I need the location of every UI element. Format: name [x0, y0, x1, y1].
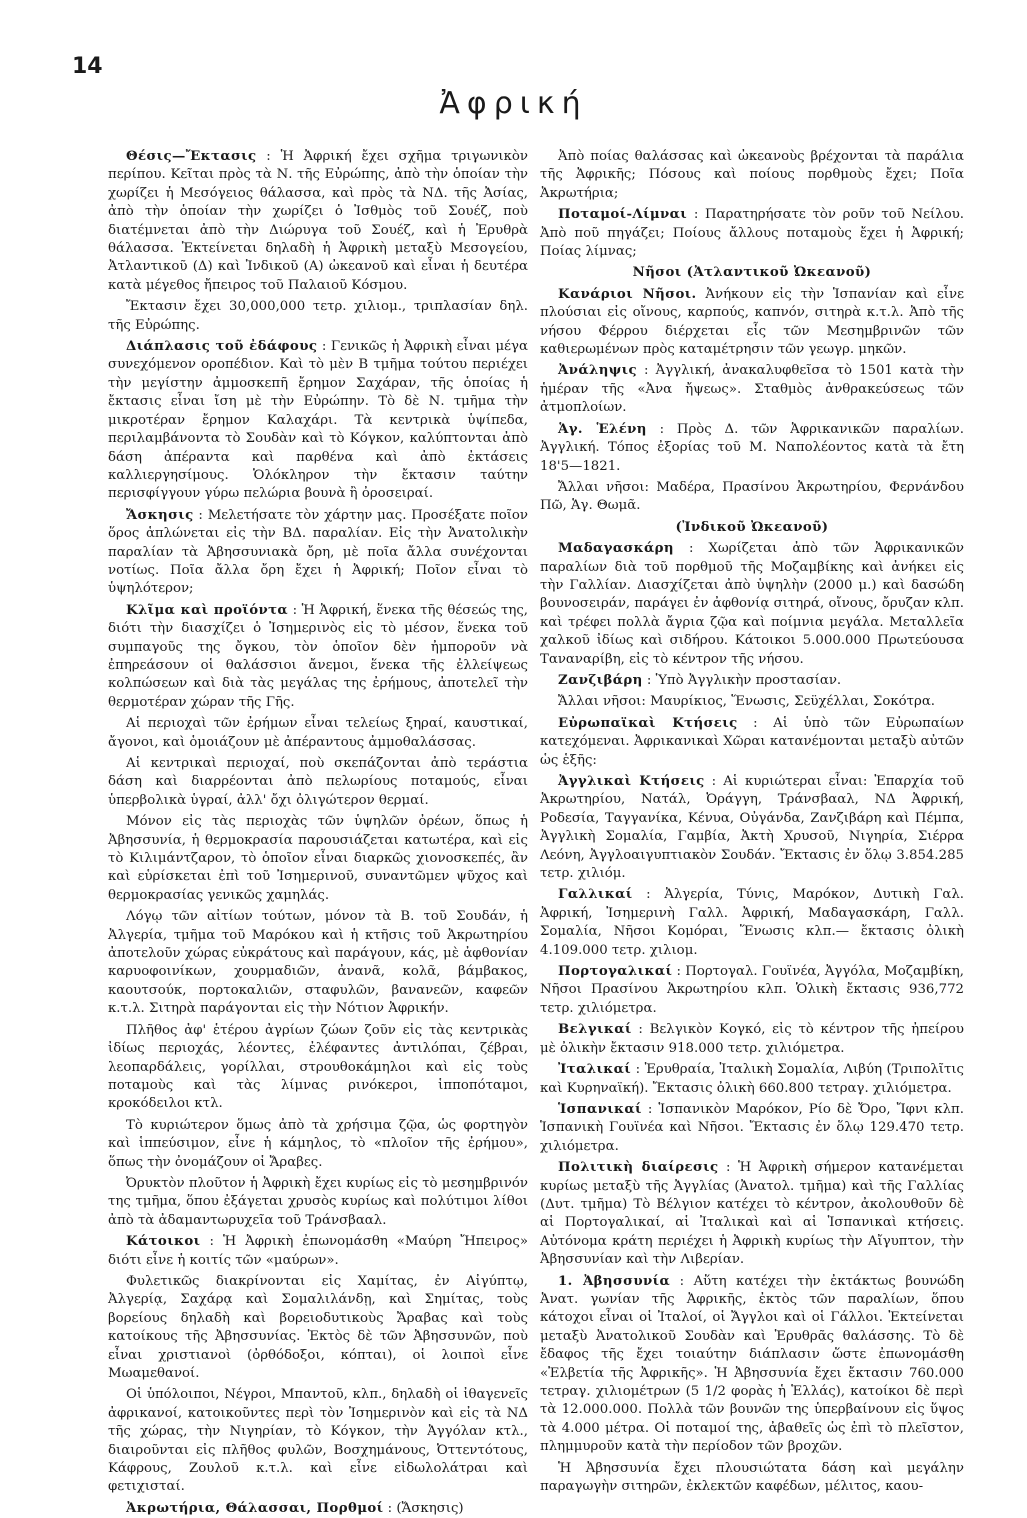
paragraph: Κλῖμα καὶ προϊόντα : Ἡ Ἀφρική, ἕνεκα τῆς θέσεώς της, διότι τὴν διασχίζει ὁ Ἰσημερινὸς εἰς τὸ μέσον, ἕνεκα τοῦ συμπαγοῦς της ὄγκου, τὸν ὁποῖον δὲν ἠμποροῦν νὰ ἐπηρεάσουν οἱ θαλάσσιοι ἄνεμοι, ἕνεκα τῆς ἐλλείψεως κολπώσεων καὶ διὰ τὰς μεγάλας της ἐρήμους, ἀποτελεῖ τὴν θερμοτέραν χώραν τῆς Γῆς.: [108, 602, 529, 710]
section-heading: Κάτοικοι: [126, 1234, 201, 1250]
left-column: [108, 148, 529, 1516]
paragraph-text: Παρατηρήσατε τὸν ροῦν τοῦ Νείλου. Ἀπὸ ποῦ πηγάζει; Ποίους ἄλλους ποταμοὺς ἔχει ἡ Ἀφρική; Ποίας λίμνας;: [540, 207, 965, 260]
paragraph-text: Οἱ ὑπόλοιποι, Νέγροι, Μπαντοῦ, κλπ., δηλαδὴ οἱ ἰθαγενεῖς ἀφρικανοί, κατοικοῦντες περὶ τὸν Ἰσημερινὸν καὶ εἰς τὰ ΝΔ τῆς χώρας, τὴν Νιγηρίαν, τὸ Κόγκον, τὴν Ἀγγόλαν κτλ., διαιροῦνται εἰς πλῆθος φυλῶν, Βοσχημάνους, Ὀττεντότους, Κάφρους, Ζουλοῦ κ.τ.λ. καὶ εἶνε εἰδωλολάτραι καὶ φετιχισταί.: [108, 1387, 528, 1495]
section-heading: Ἀνάληψις: [558, 363, 638, 379]
paragraph-text: Πλῆθος ἀφ' ἑτέρου ἀγρίων ζώων ζοῦν εἰς τὰς κεντρικὰς ἰδίως περιοχάς, λέοντες, ἐλέφαντες ἀντιλόπαι, ζέβραι, λεοπαρδάλεις, γορίλλαι, στρουθοκάμηλοι καὶ εἰς τοὺς ποταμοὺς καὶ τὰς λίμνας ρινόκεροι, ἱπποπόταμοι, κροκόδειλοι κτλ.: [108, 1022, 528, 1112]
section-heading: Μαδαγασκάρη: [558, 541, 674, 557]
section-heading: Βελγικαί: [558, 1022, 632, 1038]
paragraph: Πολιτικὴ διαίρεσις : Ἡ Ἀφρικὴ σήμερον κατανέμεται κυρίως μεταξὺ τῆς Ἀγγλίας (Ἀνατολ. τμῆμα) καὶ τῆς Γαλλίας (Δυτ. τμῆμα) Τὸ Βέλγιον κατέχει τὸ κέντρον, ἀκολουθοῦν δὲ αἱ Πορτογαλικαί, αἱ Ἰταλικαὶ καὶ αἱ Ἱσπανικαὶ κτήσεις. Αὐτόνομα κράτη περιέχει ἡ Ἀφρικὴ κυρίως τὴν Αἴγυπτον, τὴν Ἀβησσυνίαν καὶ τὴν Λιβερίαν.: [540, 1160, 964, 1268]
section-heading: Ζανζιβάρη: [558, 672, 643, 688]
paragraph: [108, 1273, 528, 1383]
paragraph-text: Πορτογαλ. Γουϊνέα, Ἀγγόλα, Μοζαμβίκη, Νῆσοι Πρασίνου Ἀκρωτηρίου κλπ. Ὁλικὴ ἔκτασις 936,772 τετρ. χιλιόμετρα.: [540, 964, 964, 1016]
paragraph-text: Χωρίζεται ἀπὸ τῶν Ἀφρικανικῶν παραλίων διὰ τοῦ πορθμοῦ τῆς Μοζαμβίκης καὶ ἀνήκει εἰς τὴν Γαλλίαν. Διασχίζεται ἀπὸ ὑψηλὴν (2000 μ.) καὶ δασώδη βουνοσειράν, παράγει ἐν ἀφθονίᾳ σιτηρά, οἴνους, ὄρυζαν κλπ. καὶ τρέφει πολλὰ ἄγρια ζῷα καὶ ποίμνια μεγάλα. Μεταλλεῖα χαλκοῦ ἰδίως καὶ σιδήρου. Κάτοικοι 5.000.000 Πρωτεύουσα Ταναναρίβη, εἰς τὸ κέντρον τῆς νήσου.: [540, 541, 964, 667]
paragraph-text: Ἄλλαι νῆσοι: Μαυρίκιος, Ἕνωσις, Σεϋχέλλαι, Σοκότρα.: [558, 694, 936, 710]
page-number: 14: [72, 54, 103, 79]
paragraph-text: Ἀνήκουν εἰς τὴν Ἱσπανίαν καὶ εἶνε πλούσιαι εἰς οἴνους, καρπούς, καπνόν, σιτηρὰ κ.τ.λ. Ἀπὸ τῆς νήσου Φέρρου διέρχεται εἷς τῶν Μεσημβρινῶν τῶν καθιερωμένων πρὸς καταμέτρησιν τῶν γεωγρ. μηκῶν.: [540, 286, 964, 358]
paragraph: Θέσις—Ἔκτασις : Ἡ Ἀφρική ἔχει σχῆμα τριγωνικὸν περίπου. Κεῖται πρὸς τὰ Ν. τῆς Εὐρώπης, ἀπὸ τὴν ὁποίαν τὴν χωρίζει ἡ Μεσόγειος θάλασσα, καὶ πρὸς τὰ ΝΔ. τῆς Ἀσίας, ἀπὸ τὴν ὁποίαν τὴν χωρίζει ὁ Ἰσθμὸς τοῦ Σουέζ, ποὺ διατέμνεται ἀπὸ τὴν Διώρυγα τοῦ Σουέζ, καὶ ἡ Ἐρυθρὰ θάλασσα. Ἐκτείνεται δηλαδὴ ἡ Ἀφρικὴ μεταξὺ Μεσογείου, Ἀτλαντικοῦ (Δ) καὶ Ἰνδικοῦ (Α) ὠκεανοῦ καὶ εἶναι ἡ δευτέρα κατὰ μέγεθος ἤπειρος τοῦ Παλαιοῦ Κόσμου.: [108, 149, 528, 293]
paragraph-text: Αἱ κεντρικαὶ περιοχαί, ποὺ σκεπάζονται ἀπὸ τεράστια δάση καὶ διαρρέονται ἀπὸ πελωρίους ποταμούς, εἶναι ὑπερβολικὰ ὑγραί, ἀλλ' ὄχι ὀλιγώτερον θερμαί.: [108, 756, 528, 808]
paragraph-text: Τὸ κυριώτερον ὅμως ἀπὸ τὰ χρήσιμα ζῷα, ὡς φορτηγὸν καὶ ἱππεύσιμον, εἶνε ἡ κάμηλος, τὸ «πλοῖον τῆς ἐρήμου», ὅπως τὴν ὀνομάζουν οἱ Ἄραβες.: [108, 1117, 528, 1170]
section-heading: Κανάριοι Νῆσοι.: [558, 286, 697, 302]
paragraph-text: (Ἄσκησις): [396, 1500, 464, 1516]
paragraph: [108, 908, 528, 1018]
section-heading: Κλῖμα καὶ προϊόντα: [126, 602, 289, 618]
paragraph: Βελγικαί : Βελγικὸν Κογκό, εἰς τὸ κέντρον τῆς ἠπείρου μὲ ὀλικὴν ἔκτασιν 918.000 τετρ. χιλιόμετρα.: [540, 1022, 965, 1056]
paragraph-text: Ἡ Ἀφρικὴ ἐπωνομάσθη «Μαύρη Ἤπειρος» διότι εἶνε ἡ κοιτίς τῶν «μαύρων».: [108, 1234, 528, 1268]
section-heading: Ἁγ. Ἑλένη: [558, 421, 647, 437]
paragraph-text: Αἱ κυριώτεραι εἶναι: Ἐπαρχία τοῦ Ἀκρωτηρίου, Νατάλ, Ὀράγγη, Τράνσβααλ, ΝΔ Ἀφρική, Ροδεσία, Ταγγανίκα, Κένυα, Οὐγάνδα, Ζανζιβάρη καὶ Πέμπα, Ἀγγλικὴ Σομαλία, Γαμβία, Ἀκτὴ Χρυσοῦ, Νιγηρία, Σιέρρα Λεόνη, Ἀγγλοαιγυπτιακὸν Σουδάν. Ἔκτασις ἐν ὅλῳ 3.854.285 τετρ. χιλιόμ.: [540, 774, 964, 882]
section-heading: Νῆσοι (Ἀτλαντικοῦ Ὠκεανοῦ): [632, 265, 872, 281]
paragraph-text: Ἀλγερία, Τύνις, Μαρόκον, Δυτικὴ Γαλ. Ἀφρική, Ἰσημερινὴ Γαλλ. Ἀφρική, Μαδαγασκάρη, Γαλλ. Σομαλία, Νῆσοι Κομόραι, Ἕνωσις κλπ.— ἔκτασις ὀλικὴ 4.109.000 τετρ. χιλιομ.: [540, 887, 964, 958]
paragraph: Ἱσπανικαί : Ἱσπανικὸν Μαρόκον, Ρίο δὲ Ὄρο, Ἴφνι κλπ. Ἱσπανικὴ Γουϊνέα καὶ Νῆσοι. Ἔκτασις ἐν ὅλῳ 129.470 τετρ. χιλιόμετρα.: [540, 1101, 964, 1154]
paragraph-text: Αὕτη κατέχει τὴν ἐκτάκτως βουνώδη Ἀνατ. γωνίαν τῆς Ἀφρικῆς, ἐκτὸς τῶν παραλίων, ὅπου κάτοχοι εἶναι οἱ Ἰταλοί, οἱ Ἄγγλοι καὶ οἱ Γάλλοι. Ἐκτείνεται μεταξὺ Ἀνατολικοῦ Σουδὰν καὶ Ἐρυθρᾶς θαλάσσης. Τὸ δὲ ἔδαφος τῆς ἔχει τοιαύτην διάπλασιν ὥστε ἐπωνομάσθη «Ἐλβετία τῆς Ἀφρικῆς». Ἡ Ἀβησσυνία ἔχει ἔκτασιν 760.000 τετραγ. χιλιομέτρων (5 1/2 φορὰς ἡ Ἑλλάς), κατοίκοι δὲ περὶ τὰ 12.000.000. Πολλὰ τῶν βουνῶν της ὑπερβαίνουν εἰς ὕψος τὰ 4.000 μέτρα. Οἱ ποταμοί της, ἀβαθεῖς ὡς ἐπὶ τὸ πλεῖστον, πλημμυροῦν κατὰ τὴν περίοδον τῶν βροχῶν.: [540, 1273, 964, 1455]
paragraph: Μαδαγασκάρη : Χωρίζεται ἀπὸ τῶν Ἀφρικανικῶν παραλίων διὰ τοῦ πορθμοῦ τῆς Μοζαμβίκης καὶ ἀνήκει εἰς τὴν Γαλλίαν. Διασχίζεται ἀπὸ ὑψηλὴν (2000 μ.) καὶ δασώδη βουνοσειράν, παράγει ἐν ἀφθονίᾳ σιτηρά, οἴνους, ὄρυζαν κλπ. καὶ τρέφει πολλὰ ἄγρια ζῷα καὶ ποίμνια μεγάλα. Μεταλλεῖα χαλκοῦ ἰδίως καὶ σιδήρου. Κάτοικοι 5.000.000 Πρωτεύουσα Ταναναρίβη, εἰς τὸ κέντρον τῆς νήσου.: [540, 541, 964, 667]
paragraph-text: Αἱ περιοχαὶ τῶν ἐρήμων εἶναι τελείως ξηραί, καυστικαί, ἄγονοι, καὶ ὁμοιάζουν μὲ ἀπέραντους ἀμμοθαλάσσας.: [108, 716, 528, 750]
paragraph: [108, 1175, 528, 1230]
paragraph-text: Μελετήσατε τὸν χάρτην μας. Προσέξατε ποῖον ὅρος ἁπλώνεται εἰς τὴν ΒΔ. παραλίαν. Εἰς τὴν Ἀνατολικὴν παραλίαν τὰ Ἀβησσυνιακὰ ὄρη, μὲ ποῖα ἄλλα συνέχονται νοτίως. Ποῖα ἄλλα ὄρη ἔχει ἡ Ἀφρική; Ποῖον εἶναι τὸ ὑψηλότερον;: [108, 507, 528, 597]
section-heading: 1. Ἀβησσυνία: [558, 1273, 671, 1289]
paragraph-text: Λόγῳ τῶν αἰτίων τούτων, μόνον τὰ Β. τοῦ Σουδάν, ἡ Ἀλγερία, τμῆμα τοῦ Μαρόκου καὶ ἡ κτῆσις τοῦ Ἀκρωτηρίου ἀποτελοῦν χώρας εὐκράτους καὶ παράγουν, κάς, μὲ ἀφθονίαν καρυοφοινίκων, χουρμαδιῶν, ἀνανᾶ, κολᾶ, βάμβακος, καουτσούκ, πορτοκαλιῶν, σταφυλῶν, βανανεῶν, καφεῶν κ.τ.λ. Σιτηρὰ παράγονται εἰς τὴν Νότιον Ἀφρικήν.: [108, 909, 528, 1017]
paragraph: 1. Ἀβησσυνία : Αὕτη κατέχει τὴν ἐκτάκτως βουνώδη Ἀνατ. γωνίαν τῆς Ἀφρικῆς, ἐκτὸς τῶν παραλίων, ὅπου κάτοχοι εἶναι οἱ Ἰταλοί, οἱ Ἄγγλοι καὶ οἱ Γάλλοι. Ἐκτείνεται μεταξὺ Ἀνατολικοῦ Σουδὰν καὶ Ἐρυθρᾶς θαλάσσης. Τὸ δὲ ἔδαφος τῆς ἔχει τοιαύτην διάπλασιν ὥστε ἐπωνομάσθη «Ἐλβετία τῆς Ἀφρικῆς». Ἡ Ἀβησσυνία ἔχει ἔκτασιν 760.000 τετραγ. χιλιομέτρων (5 1/2 φορὰς ἡ Ἑλλάς), κατοίκοι δὲ περὶ τὰ 12.000.000. Πολλὰ τῶν βουνῶν της ὑπερβαίνουν εἰς ὕψος τὰ 4.000 μέτρα. Οἱ ποταμοί της, ἀβαθεῖς ὡς ἐπὶ τὸ πλεῖστον, πλημμυροῦν κατὰ τὴν περίοδον τῶν βροχῶν.: [540, 1273, 964, 1455]
paragraph: Εὐρωπαϊκαὶ Κτήσεις : Αἱ ὑπὸ τῶν Εὐρωπαίων κατεχόμεναι. Ἀφρικανικαὶ Χῶραι κατανέμονται μεταξὺ αὐτῶν ὡς ἑξῆς:: [540, 715, 964, 768]
paragraph: [540, 519, 964, 537]
paragraph-text: Ἡ Ἀφρική ἔχει σχῆμα τριγωνικὸν περίπου. Κεῖται πρὸς τὰ Ν. τῆς Εὐρώπης, ἀπὸ τὴν ὁποίαν τὴν χωρίζει ἡ Μεσόγειος θάλασσα, καὶ πρὸς τὰ ΝΔ. τῆς Ἀσίας, ἀπὸ τὴν ὁποίαν τὴν χωρίζει ὁ Ἰσθμὸς τοῦ Σουέζ, ποὺ διατέμνεται ἀπὸ τὴν Διώρυγα τοῦ Σουέζ, καὶ ἡ Ἐρυθρὰ θάλασσα. Ἐκτείνεται δηλαδὴ ἡ Ἀφρικὴ μεταξὺ Μεσογείου, Ἀτλαντικοῦ (Δ) καὶ Ἰνδικοῦ (Α) ὠκεανοῦ καὶ εἶναι ἡ δευτέρα κατὰ μέγεθος ἤπειρος τοῦ Παλαιοῦ Κόσμου.: [108, 149, 528, 293]
paragraph: [108, 755, 528, 810]
paragraph-text: Ἀγγλική, ἀνακαλυφθεῖσα τὸ 1501 κατὰ τὴν ἡμέραν τῆς «Ἀνα ἤψεως». Σταθμὸς ἀνθρακεύσεως τῶν ἀτμοπλοίων.: [540, 363, 965, 416]
paragraph: [108, 1117, 528, 1172]
paragraph: Κάτοικοι : Ἡ Ἀφρικὴ ἐπωνομάσθη «Μαύρη Ἤπειρος» διότι εἶνε ἡ κοιτίς τῶν «μαύρων».: [108, 1234, 528, 1268]
paragraph: [540, 1460, 964, 1497]
paragraph-text: Ὀρυκτὸν πλοῦτον ἡ Ἀφρικὴ ἔχει κυρίως εἰς τὸ μεσημβρινόν της τμῆμα, ὅπου ἐξάγεται χρυσὸς κυρίως καὶ πολύτιμοι λίθοι ἀπὸ τὰ ἀδαμαντωρυχεῖα τοῦ Τράνσβααλ.: [108, 1175, 528, 1228]
paragraph-text: Ἡ Ἀφρική, ἕνεκα τῆς θέσεώς της, διότι τὴν διασχίζει ὁ Ἰσημερινὸς εἰς τὸ μέσον, ἕνεκα τοῦ συμπαγοῦς της ὄγκου, τὸν ὁποῖον δὲν ἠμποροῦν νὰ ἐπηρεάσουν οἱ θαλάσσιοι ἄνεμοι, ἕνεκα τῆς ἐλλείψεως κολπώσεων καὶ διὰ τὰς μεγάλας της ἐρήμους, ἀποτελεῖ τὴν θερμοτέραν χώραν τῆς Γῆς.: [108, 602, 529, 710]
paragraph: Γαλλικαί : Ἀλγερία, Τύνις, Μαρόκον, Δυτικὴ Γαλ. Ἀφρική, Ἰσημερινὴ Γαλλ. Ἀφρική, Μαδαγασκάρη, Γαλλ. Σομαλία, Νῆσοι Κομόραι, Ἕνωσις κλπ.— ἔκτασις ὀλικὴ 4.109.000 τετρ. χιλιομ.: [540, 887, 964, 958]
section-heading: Γαλλικαί: [558, 887, 633, 903]
paragraph-text: Φυλετικῶς διακρίνονται εἰς Χαμίτας, ἐν Αἰγύπτῳ, Ἀλγερίᾳ, Σαχάρᾳ καὶ Σομαλιλάνδῃ, καὶ Σημίτας, τοὺς βορείους δηλαδὴ καὶ βορειοδυτικοὺς Ἄραβας καὶ τοὺς κατοίκους τῆς Ἀβησσυνίας. Ἐκτὸς δὲ τῶν Ἀβησσυνῶν, ποὺ εἶναι χριστιανοὶ (ὀρθόδοξοι, κόπται), οἱ λοιποὶ εἶνε Μωαμεθανοί.: [108, 1273, 528, 1381]
section-heading: Ἀκρωτήρια, Θάλασσαι, Πορθμοί: [126, 1500, 384, 1516]
section-heading: Διάπλασις τοῦ ἐδάφους: [126, 339, 318, 355]
paragraph-text: Ἡ Ἀφρικὴ σήμερον κατανέμεται κυρίως μεταξὺ τῆς Ἀγγλίας (Ἀνατολ. τμῆμα) καὶ τῆς Γαλλίας (Δυτ. τμῆμα) Τὸ Βέλγιον κατέχει τὸ κέντρον, ἀκολουθοῦν δὲ αἱ Πορτογαλικαί, αἱ Ἰταλικαὶ καὶ αἱ Ἱσπανικαὶ κτήσεις. Αὐτόνομα κράτη περιέχει ἡ Ἀφρικὴ κυρίως τὴν Αἴγυπτον, τὴν Ἀβησσυνίαν καὶ τὴν Λιβερίαν.: [540, 1160, 964, 1268]
paragraph-text: Ἀπὸ ποίας θαλάσσας καὶ ὠκεανοὺς βρέχονται τὰ παράλια τῆς Ἀφρικῆς; Πόσους καὶ ποίους πορθμοὺς ἔχει; Ποῖα Ἀκρωτήρια;: [540, 149, 964, 201]
paragraph: [108, 1386, 528, 1496]
page-title: Ἀφρική: [439, 86, 588, 121]
section-heading: (Ἰνδικοῦ Ὠκεανοῦ): [675, 519, 829, 535]
paragraph: Πορτογαλικαί : Πορτογαλ. Γουϊνέα, Ἀγγόλα, Μοζαμβίκη, Νῆσοι Πρασίνου Ἀκρωτηρίου κλπ. Ὁλικὴ ἔκτασις 936,772 τετρ. χιλιόμετρα.: [540, 964, 964, 1016]
section-heading: Εὐρωπαϊκαὶ Κτήσεις: [558, 715, 738, 731]
right-column: [540, 148, 965, 1495]
paragraph: [540, 148, 964, 203]
section-heading: Πορτογαλικαί: [558, 964, 673, 980]
paragraph: Ἀνάληψις : Ἀγγλική, ἀνακαλυφθεῖσα τὸ 1501 κατὰ τὴν ἡμέραν τῆς «Ἀνα ἤψεως». Σταθμὸς ἀνθρακεύσεως τῶν ἀτμοπλοίων.: [540, 363, 965, 416]
paragraph: Ζανζιβάρη : Ὑπὸ Ἀγγλικὴν προστασίαν.: [558, 672, 842, 688]
paragraph-text: Πρὸς Δ. τῶν Ἀφρικανικῶν παραλίων. Ἀγγλική. Τόπος ἐξορίας τοῦ Μ. Ναπολέοντος κατὰ τὰ ἔτη 18'5—1821.: [540, 421, 964, 474]
paragraph: [540, 479, 964, 516]
paragraph: [108, 298, 528, 335]
paragraph-text: Ἄλλαι νῆσοι: Μαδέρα, Πρασίνου Ἀκρωτηρίου, Φερνάνδου Πῶ, Ἁγ. Θωμᾶ.: [540, 479, 964, 514]
paragraph-text: Γενικῶς ἡ Ἀφρικὴ εἶναι μέγα συνεχόμενον οροπέδιον. Καὶ τὸ μὲν Β τμῆμα τούτου περιέχει τὴν μεγίστην ἀμμοσκεπῆ ἔρημον Σαχάραν, τῆς ὁποίας ἡ ἔκτασις εἶναι ἴση μὲ τὴν Εὐρώπην. Τὸ δὲ Ν. τμῆμα τὴν μικροτέραν ἔρημον Καλαχάρι. Τὰ κεντρικὰ ὑψίπεδα, περιλαμβάνοντα τὸ Σουδὰν καὶ τὸ Κόγκον, καλύπτονται ἀπὸ δάση ἀπέραντα καὶ παρθένα καὶ ἀπὸ ἐκτάσεις καλλιεργησίμους. Ὁλόκληρον τὴν ἔκτασιν ταύτην περισφίγγουν γύρω πελώρια βουνὰ ἢ ὀροσειραί.: [108, 339, 528, 502]
section-heading: Ἀγγλικαὶ Κτήσεις: [558, 774, 705, 789]
section-heading: Ἰταλικαί: [558, 1062, 632, 1078]
paragraph: Ἀκρωτήρια, Θάλασσαι, Πορθμοί : (Ἄσκησις): [126, 1500, 464, 1516]
paragraph: [540, 286, 964, 360]
paragraph-text: Βελγικὸν Κογκό, εἰς τὸ κέντρον τῆς ἠπείρου μὲ ὀλικὴν ἔκτασιν 918.000 τετρ. χιλιόμετρα.: [540, 1022, 965, 1056]
paragraph: Ἰταλικαί : Ἐρυθραία, Ἰταλικὴ Σομαλία, Λιβύη (Τριπολῖτις καὶ Κυρηναϊκή). Ἔκτασις ὀλικὴ 660.800 τετραγ. χιλιόμετρα.: [540, 1062, 964, 1096]
paragraph: Ἀγγλικαὶ Κτήσεις : Αἱ κυριώτεραι εἶναι: Ἐπαρχία τοῦ Ἀκρωτηρίου, Νατάλ, Ὀράγγη, Τράνσβααλ, ΝΔ Ἀφρική, Ροδεσία, Ταγγανίκα, Κένυα, Οὐγάνδα, Ζανζιβάρη καὶ Πέμπα, Ἀγγλικὴ Σομαλία, Γαμβία, Ἀκτὴ Χρυσοῦ, Νιγηρία, Σιέρρα Λεόνη, Ἀγγλοαιγυπτιακὸν Σουδάν. Ἔκτασις ἐν ὅλῳ 3.854.285 τετρ. χιλιόμ.: [540, 774, 964, 882]
paragraph-text: Ἔκτασιν ἔχει 30,000,000 τετρ. χιλιομ., τριπλασίαν δηλ. τῆς Εὐρώπης.: [108, 299, 528, 333]
paragraph: Ἁγ. Ἑλένη : Πρὸς Δ. τῶν Ἀφρικανικῶν παραλίων. Ἀγγλική. Τόπος ἐξορίας τοῦ Μ. Ναπολέοντος κατὰ τὰ ἔτη 18'5—1821.: [540, 421, 964, 474]
paragraph-text: Ἐρυθραία, Ἰταλικὴ Σομαλία, Λιβύη (Τριπολῖτις καὶ Κυρηναϊκή). Ἔκτασις ὀλικὴ 660.800 τετραγ. χιλιόμετρα.: [540, 1062, 964, 1096]
paragraph: Ἄσκησις : Μελετήσατε τὸν χάρτην μας. Προσέξατε ποῖον ὅρος ἁπλώνεται εἰς τὴν ΒΔ. παραλίαν. Εἰς τὴν Ἀνατολικὴν παραλίαν τὰ Ἀβησσυνιακὰ ὄρη, μὲ ποῖα ἄλλα συνέχονται νοτίως. Ποῖα ἄλλα ὄρη ἔχει ἡ Ἀφρική; Ποῖον εἶναι τὸ ὑψηλότερον;: [108, 507, 528, 597]
paragraph: [108, 715, 528, 752]
paragraph: [108, 1022, 528, 1114]
paragraph: Ποταμοί-Λίμναι : Παρατηρήσατε τὸν ροῦν τοῦ Νείλου. Ἀπὸ ποῦ πηγάζει; Ποίους ἄλλους ποταμοὺς ἔχει ἡ Ἀφρική; Ποίας λίμνας;: [540, 207, 965, 260]
paragraph: [540, 693, 964, 711]
paragraph-text: Ὑπὸ Ἀγγλικὴν προστασίαν.: [655, 672, 842, 688]
section-heading: Ποταμοί-Λίμναι: [558, 207, 688, 223]
paragraph: Διάπλασις τοῦ ἐδάφους : Γενικῶς ἡ Ἀφρικὴ εἶναι μέγα συνεχόμενον οροπέδιον. Καὶ τὸ μὲν Β τμῆμα τούτου περιέχει τὴν μεγίστην ἀμμοσκεπῆ ἔρημον Σαχάραν, τῆς ὁποίας ἡ ἔκτασις εἶναι ἴση μὲ τὴν Εὐρώπην. Τὸ δὲ Ν. τμῆμα τὴν μικροτέραν ἔρημον Καλαχάρι. Τὰ κεντρικὰ ὑψίπεδα, περιλαμβάνοντα τὸ Σουδὰν καὶ τὸ Κόγκον, καλύπτονται ἀπὸ δάση ἀπέραντα καὶ παρθένα καὶ ἀπὸ ἐκτάσεις καλλιεργησίμους. Ὁλόκληρον τὴν ἔκτασιν ταύτην περισφίγγουν γύρω πελώρια βουνὰ ἢ ὀροσειραί.: [108, 339, 528, 502]
paragraph-text: Αἱ ὑπὸ τῶν Εὐρωπαίων κατεχόμεναι. Ἀφρικανικαὶ Χῶραι κατανέμονται μεταξὺ αὐτῶν ὡς ἑξῆς:: [540, 715, 964, 768]
section-heading: Πολιτικὴ διαίρεσις: [558, 1160, 719, 1176]
paragraph: [108, 813, 528, 905]
paragraph-text: Μόνον εἰς τὰς περιοχὰς τῶν ὑψηλῶν ὀρέων, ὅπως ἡ Ἀβησσυνία, ἡ θερμοκρασία παρουσιάζεται κατωτέρα, καὶ εἰς τὸ Κιλιμάντζαρον, τὸ ὁποῖον εἶναι διαρκῶς χιονοσκεπές, ἂν καὶ εὑρίσκεται ἐπὶ τοῦ Ἰσημερινοῦ, συναντῶμεν ψῦχος καὶ θερμοκρασίας γενικῶς χαμηλάς.: [108, 814, 528, 903]
section-heading: Ἄσκησις: [126, 507, 194, 523]
paragraph-text: Ἡ Ἀβησσυνία ἔχει πλουσιώτατα δάση καὶ μεγάλην παραγωγὴν σιτηρῶν, ἐκλεκτῶν καφέδων, μέλιτος, καου-: [540, 1460, 964, 1495]
paragraph-text: Ἱσπανικὸν Μαρόκον, Ρίο δὲ Ὄρο, Ἴφνι κλπ. Ἱσπανικὴ Γουϊνέα καὶ Νῆσοι. Ἔκτασις ἐν ὅλῳ 129.470 τετρ. χιλιόμετρα.: [540, 1101, 964, 1154]
section-heading: Θέσις—Ἔκτασις: [126, 149, 257, 164]
section-heading: Ἱσπανικαί: [558, 1101, 642, 1117]
paragraph: [540, 264, 964, 282]
